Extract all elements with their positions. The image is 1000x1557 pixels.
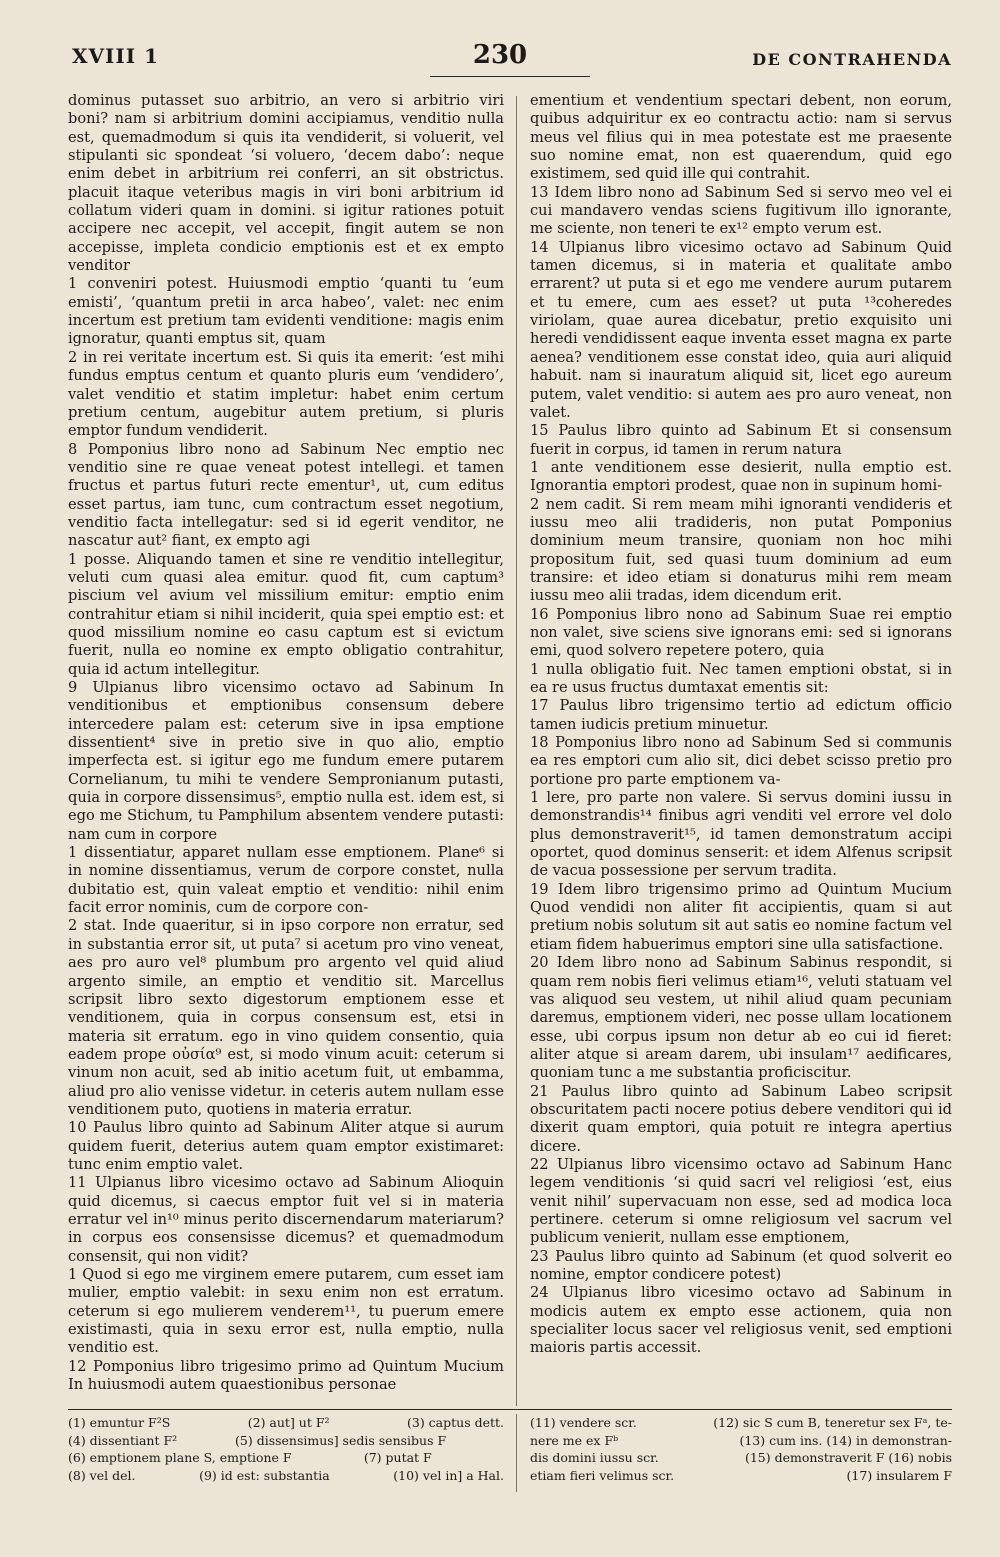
text-paragraph: 2 nem cadit. Si rem meam mihi ignoranti vendideris et iussu meo alii tradideris, non putat Pomponius dominium meum transire, quoniam non hoc mihi propositum fuit, sed quasi tuum dominium ad eum transire: et ideo etiam si donaturus mihi rem meam iussu meo alii tradas, idem dicendum erit. [530,495,952,605]
footnote-entry: (12) sic S cum B, teneretur sex Fᵃ, te- [713,1415,952,1430]
column-divider [516,96,517,1406]
footnote-row [68,1432,504,1450]
footnote-divider [516,1414,517,1492]
text-paragraph: 23 Paulus libro quinto ad Sabinum (et quod solverit eo nomine, emptor condicere potest) [530,1247,952,1283]
text-paragraph: dominus putasset suo arbitrio, an vero si arbitrio viri boni? nam si arbitrium domini accipiamus, venditio nulla est, quemadmodum si quis ita vendiderit, si voluerit, vel stipulanti sic spondeat ‘si voluero, ‘decem dabo’: neque enim debet in arbitrium rei conferri, an sit obstrictus. placuit itaque veteribus magis in viri boni arbitrium id collatum videri quam in domini. si igitur rationes potuit accipere nec accepit, vel accepit, fingit autem se non accepisse, impleta condicio emptionis est et ex empto venditor [68,92,504,275]
footnote-entry: (1) emuntur F²S [68,1415,171,1430]
footnote-rule [68,1409,952,1410]
text-paragraph: 12 Pomponius libro trigesimo primo ad Quintum Mucium In huiusmodi autem quaestionibus personae [68,1357,504,1394]
footnote-entry: (4) dissentiant F² [68,1432,178,1448]
footnote-row [530,1432,952,1450]
text-paragraph: 2 stat. Inde quaeritur, si in ipso corpore non erratur, sed in substantia error sit, ut puta⁷ si acetum pro vino veneat, aes pro auro vel⁸ plumbum pro argento vel quid aliud argento simile, an emptio et venditio sit. Marcellus scripsit libro sexto digestorum emptionem esse et venditionem, quia in corpus consensum est, etsi in materia sit erratum. ego in vino quidem consentio, quia eadem prope οὐσία⁹ est, si modo vinum acuit: ceterum si vinum non acuit, sed ab initio acetum fuit, ut embamma, aliud pro alio venisse videtur. in ceteris autem nullam esse venditionem puto, quotiens in materia erratur. [68,917,504,1118]
text-paragraph: ementium et vendentium spectari debent, non eorum, quibus adquiritur ex eo contractu actio: nam si servus meus vel filius qui in mea potestate est me praesente suo nomine emat, non est quaerendum, quid ego existimem, sed quid ille qui contrahit. [530,92,952,183]
footnote-entry: (7) putat F [363,1450,432,1465]
footnote-entry: (2) aut] ut F² [247,1415,330,1430]
text-paragraph: 22 Ulpianus libro vicensimo octavo ad Sabinum Hanc legem venditionis ‘si quid sacri vel religiosi ‘est, eius venit nihil’ supervacuam non esse, sed ad modica loca pertinere. ceterum si omne religiosum vel sacrum vel publicum venierit, nullam esse emptionem, [530,1155,952,1247]
left-column [68,92,504,1394]
footnote-row [530,1449,952,1467]
footnote-entry: (15) demonstraverit F (16) nobis [744,1450,952,1465]
text-paragraph: 19 Idem libro trigensimo primo ad Quintum Mucium Quod vendidi non aliter fit accipientis, quam si aut pretium nobis solutum sit aut satis eo nomine factum vel etiam fidem habuerimus emptori sine ulla satisfactione. [530,880,952,953]
text-paragraph: 13 Idem libro nono ad Sabinum Sed si servo meo vel ei cui mandavero vendas sciens fugitivum illo ignorante, me sciente, non teneri te ex¹² empto verum est. [530,183,952,238]
text-paragraph: 2 in rei veritate incertum est. Si quis ita emerit: ‘est mihi fundus emptus centum et quanto pluris eum ‘vendidero’, valet venditio et statim impletur: habet enim certum pretium centum, augebitur autem pretium, si pluris emptor fundum vendiderit. [68,348,504,440]
header-title-number: XVIII 1 [72,44,159,68]
text-paragraph: 16 Pomponius libro nono ad Sabinum Suae rei emptio non valet, sive sciens sive ignorans emi: sed si ignorans emi, quod solvero repetere potero, quia [530,605,952,660]
text-paragraph: 17 Paulus libro trigensimo tertio ad edictum officio tamen iudicis pretium minuetur. [530,697,952,733]
text-paragraph: 1 nulla obligatio fuit. Nec tamen emptioni obstat, si in ea re usus fructus dumtaxat ementis sit: [530,660,952,696]
footnote-entry: (13) cum ins. (14) in demonstran- [739,1432,952,1448]
footnote-row [68,1467,504,1485]
text-paragraph: 8 Pomponius libro nono ad Sabinum Nec emptio nec venditio sine re quae veneat potest intellegi. et tamen fructus et partus futuri recte ementur¹, ut, cum editus esset partus, iam tunc, cum contractum esset negotium, venditio facta intellegatur: sed si id egerit venditor, ne nascatur aut² fiant, ex empto agi [68,440,504,550]
text-paragraph: 15 Paulus libro quinto ad Sabinum Et si consensum fuerit in corpus, id tamen in rerum natura [530,422,952,458]
page-number: 230 [472,40,528,70]
footnote-row [530,1467,952,1485]
right-column [530,92,952,1358]
footnote-entry: (17) insularem F [846,1467,952,1483]
text-paragraph: 11 Ulpianus libro vicesimo octavo ad Sabinum Alioquin quid dicemus, si caecus emptor fuit vel si in materia erratur vel in¹⁰ minus perito discernendarum materiarum? in corpus eos consensisse dicemus? et quemadmodum consensit, qui non vidit? [68,1174,504,1265]
footnote-entry: (6) emptionem plane S, emptione F [68,1450,292,1465]
text-paragraph: 1 ante venditionem esse desierit, nulla emptio est. Ignorantia emptori prodest, quae non in supinum homi- [530,458,952,495]
text-paragraph: 24 Ulpianus libro vicesimo octavo ad Sabinum in modicis autem ex empto esse actionem, quia non specialiter locus sacer vel religiosus venit, sed emptioni maioris partis accessit. [530,1284,952,1357]
footnote-entry: (10) vel in] a Hal. [393,1467,504,1483]
text-paragraph: 1 lere, pro parte non valere. Si servus domini iussu in demonstrandis¹⁴ finibus agri venditi vel errore vel dolo plus demonstraverit¹⁵, id tamen demonstratum accipi oportet, quod dominus senserit: et idem Alfenus scripsit de vacua possessione per servum tradita. [530,789,952,880]
text-paragraph: 1 posse. Aliquando tamen et sine re venditio intellegitur, veluti cum quasi alea emitur. quod fit, cum captum³ piscium vel avium vel missilium emitur: emptio enim contrahitur etiam si nihil inciderit, quia spei emptio est: et quod missilium nomine eo casu captum est si evictum fuerit, nulla eo nomine ex empto obligatio contrahitur, quia id actum intellegitur. [68,550,504,678]
footnote-entry: (11) vendere scr. [530,1415,637,1430]
text-paragraph: 1 Quod si ego me virginem emere putarem, cum esset iam mulier, emptio valebit: in sexu enim non est erratum. ceterum si ego mulierem venderem¹¹, tu puerum emere existimasti, quia in sexu error est, nulla emptio, nulla venditio est. [68,1266,504,1357]
text-paragraph: 10 Paulus libro quinto ad Sabinum Aliter atque si aurum quidem fuerit, deterius autem quam emptor existimaret: tunc enim emptio valet. [68,1119,504,1173]
text-paragraph: 21 Paulus libro quinto ad Sabinum Labeo scripsit obscuritatem pacti nocere potius debere venditori qui id dixerit quam emptori, quia potuit re integra apertius dicere. [530,1082,952,1155]
text-paragraph: 14 Ulpianus libro vicesimo octavo ad Sabinum Quid tamen dicemus, si in materia et qualitate ambo errarent? ut puta si et ego me vendere aurum putarem et tu emere, cum aes esset? ut puta ¹³coheredes viriolam, quae aurea dicebatur, pretio exquisito uni heredi vendidissent eaque inventa esset magna ex parte aenea? venditionem esse constat ideo, quia auri aliquid habuit. nam si inauratum aliquid sit, licet ego aureum putem, valet venditio: si autem aes pro auro veneat, non valet. [530,238,952,421]
text-paragraph: 1 dissentiatur, apparet nullam esse emptionem. Plane⁶ si in nomine dissentiamus, verum de corpore constet, nulla dubitatio est, quin valeat emptio et venditio: nihil enim facit error nominis, cum de corpore con- [68,844,504,917]
footnote-entry: dis domini iussu scr. [530,1450,659,1465]
text-paragraph: 18 Pomponius libro nono ad Sabinum Sed si communis ea res emptori cum alio sit, dici debet scisso pretio pro portione pro parte emptionem va- [530,734,952,788]
footnote-row [68,1414,504,1432]
footnote-row [68,1449,504,1467]
footnotes-right [530,1414,952,1484]
text-paragraph: 9 Ulpianus libro vicensimo octavo ad Sabinum In venditionibus et emptionibus consensum debere intercedere palam est: ceterum sive in ipsa emptione dissentient⁴ sive in pretio sive in quo alio, emptio imperfecta est. si igitur ego me fundum emere putarem Cornelianum, tu mihi te vendere Sempronianum putasti, quia in corpore dissensimus⁵, emptio nulla est. idem est, si ego me Stichum, tu Pamphilum absentem vendere putasti: nam cum in corpore [68,679,504,843]
footnote-entry: (3) captus dett. [406,1415,504,1430]
footnote-entry: etiam fieri velimus scr. [530,1467,675,1483]
text-paragraph: 20 Idem libro nono ad Sabinum Sabinus respondit, si quam rem nobis fieri velimus etiam¹⁶, veluti statuam vel vas aliquod seu vestem, ut nihil aliud quam pecuniam daremus, emptionem videri, nec posse ullam locationem esse, ubi corpus ipsum non detur ab eo cui id fieret: aliter atque si aream darem, ubi insulam¹⁷ aedificares, quoniam tunc a me substantia proficiscitur. [530,954,952,1082]
footnote-entry: (5) dissensimus] sedis sensibus F [235,1432,447,1448]
footnotes-left [68,1414,504,1484]
footnote-entry: nere me ex Fᵇ [530,1432,619,1448]
footnote-entry: (9) id est: substantia [199,1467,330,1483]
header-running-title: DE CONTRAHENDA [752,50,952,69]
footnote-row [530,1414,952,1432]
header-rule [430,76,590,77]
text-paragraph: 1 conveniri potest. Huiusmodi emptio ‘quanti tu ‘eum emisti’, ‘quantum pretii in arca habeo’, valet: nec enim incertum est pretium tam evidenti venditione: magis enim ignoratur, quanti emptus sit, quam [68,275,504,348]
footnote-entry: (8) vel del. [68,1467,136,1483]
